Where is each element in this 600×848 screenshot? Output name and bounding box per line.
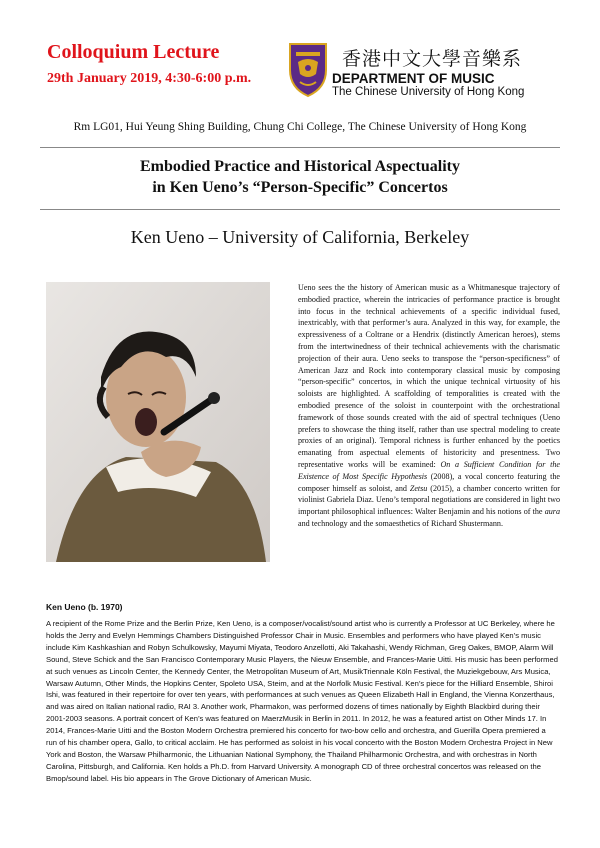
talk-title-line1: Embodied Practice and Historical Aspectuality: [140, 158, 460, 175]
speaker-photo: [46, 282, 270, 562]
university-name: The Chinese University of Hong Kong: [332, 86, 525, 98]
talk-title-line2: in Ken Ueno’s “Person-Specific” Concertos: [152, 179, 448, 196]
lecture-title: Colloquium Lecture: [47, 41, 220, 63]
abstract-aura: aura: [544, 507, 560, 517]
venue: Rm LG01, Hui Yeung Shing Building, Chung Chi College, The Chinese University of Hong Kong: [73, 121, 527, 133]
university-crest-icon: [286, 40, 330, 98]
department-name-chinese: 香港中文大學音樂系: [342, 48, 523, 70]
speaker-name: Ken Ueno – University of California, Berkeley: [130, 227, 470, 247]
abstract-text-4: and technology and the somaesthetics of Richard Shustermann.: [298, 518, 503, 528]
department-name: DEPARTMENT OF MUSIC: [332, 71, 495, 86]
abstract-text-3: (2015), a chamber concerto written for violinist Gabriela Diaz. Ueno’s temporal negotiations are considered in light two important philosophical influences: Walter Benjamin and his notions of the: [298, 483, 561, 517]
bio-heading: Ken Ueno (b. 1970): [46, 602, 123, 612]
abstract-text-1: Ueno sees the the history of American music as a Whitmanesque trajectory of embodied practice, wherein the intricacies of performance practice is brought into focus in the technical achievements of a specific individual fused, inextricably, with that performer’s aura. Analyzed in this way, for example, the expressiveness of a Coltrane or a Hendrix (distinctly American heroes), stems from the intertwinedness of their technical achievements with the charismatic projection of their aura. Ueno seeks to transpose the “person-specificness” of American Jazz and Rock into contemporary classical music by composing “person-specific” concertos, in which the unique technical virtuosity of his soloists are highlighted. A scaffolding of temporalities is created with the embodied presence of the soloist in counterpoint with the orchestrational framework of those sounds created with the aid of spectral techniques (Ueno prefers to showcase the thing itself, rather than use spectral modeling to create proxies of an original). Temporal richness is further enhanced by the poetics emanating from aspectual elements of historicity and presentness. Two representative works will be examined:: [298, 283, 560, 469]
abstract: [298, 282, 560, 530]
divider-top: [40, 147, 560, 148]
lecture-date: 29th January 2019, 4:30-6:00 p.m.: [47, 71, 252, 86]
divider-bottom: [40, 209, 560, 210]
abstract-text-2: (2008), a vocal concerto featuring the composer himself as soloist, and: [298, 471, 560, 493]
work-title-2: Zetsu: [409, 483, 428, 493]
bio-text: A recipient of the Rome Prize and the Berlin Prize, Ken Ueno, is a composer/vocalist/sound artist who is currently a Professor at UC Berkeley, where he holds the Jerry and Evelyn Hemmings Chambers Distinguished Professor Chair in Music. Ensembles and performers who have played Ken’s music include Kim Kashkashian and Robyn Schulkowsky, Mayumi Miyata, Teodoro Anzellotti, Aki Takahashi, Wendy Richman, Greg Oakes, BMOP, Alarm Will Sound, Steve Schick and the San Francisco Contemporary Music Players, the Nieuw Ensemble, and Frances-Marie Uitti. His music has been performed at such venues as Lincoln Center, the Kennedy Center, the Metropolitan Museum of Art, MusikTriennale Köln Festival, the Muziekgebouw, Ars Musica, Warsaw Autumn, Other Minds, the Hopkins Center, Spoleto USA, Steim, and at the Norfolk Music Festival. Ken’s piece for the Hilliard Ensemble, Shiroi Ishi, was featured in their repertoire for over ten years, with performances at such venues as Queen Elizabeth Hall in England, the Vienna Konzerthaus, and was aired on Italian national radio, RAI 3. Another work, Pharmakon, was performed dozens of times nationally by Eighth Blackbird during their 2001-2003 seasons. A portrait concert of Ken’s was featured on MaerzMusik in Berlin in 2011. In 2012, he was a featured artist on Other Minds 17. In 2014, Frances-Marie Uitti and the Boston Modern Orchestra premiered his concerto for two-bow cello and orchestra, and Guerilla Opera premiered a run of his chamber opera, Gallo, to critical acclaim. He has performed as soloist in his vocal concerto with the Boston Modern Orchestra Project in New York and Boston, the Warsaw Philharmonic, the Lithuanian National Symphony, the Thailand Philharmonic Orchestra, and with orchestras in North Carolina, Pittsburgh, and California. Ken holds a Ph.D. from Harvard University. A monograph CD of three orchestral concertos was released on the Bmop/sound label. His bio appears in The Grove Dictionary of American Music.: [46, 619, 558, 783]
work-title-1: On a Sufficient Condition for the Existence of Most Specific Hypothesis: [298, 459, 561, 481]
